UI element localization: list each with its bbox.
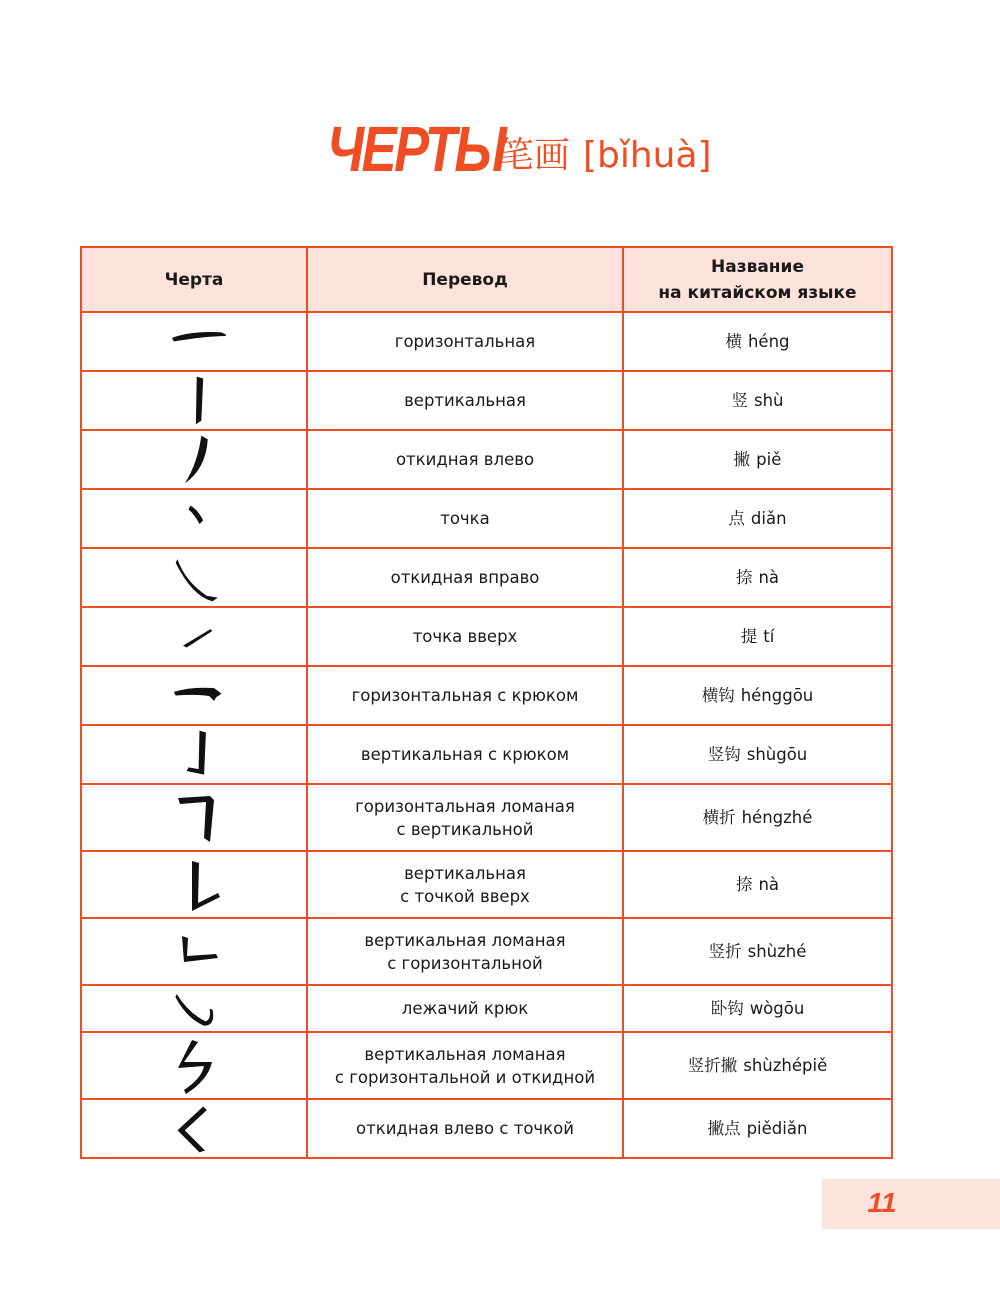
pinyin: diǎn bbox=[750, 509, 787, 528]
chinese-name-cell bbox=[623, 607, 892, 666]
stroke-shuzhe-icon bbox=[162, 922, 226, 982]
chinese-name-cell bbox=[623, 784, 892, 851]
page-number: 11 bbox=[867, 1187, 897, 1218]
stroke-dian-icon bbox=[162, 491, 226, 546]
translation-cell bbox=[307, 666, 623, 725]
translation-line1: вертикальная bbox=[404, 391, 526, 410]
stroke-glyph-heng bbox=[81, 312, 307, 371]
stroke-glyph-ti bbox=[81, 607, 307, 666]
stroke-shuti-icon bbox=[162, 855, 226, 915]
stroke-hengzhe-icon bbox=[162, 788, 226, 848]
pinyin: héngzhé bbox=[741, 808, 813, 827]
chinese-characters: 竖钩 bbox=[707, 745, 741, 764]
header-name-line2: на китайском языке bbox=[658, 282, 857, 303]
table-row bbox=[81, 430, 892, 489]
translation-line1: лежачий крюк bbox=[401, 999, 529, 1018]
table-row bbox=[81, 851, 892, 918]
translation-line1: вертикальная bbox=[404, 863, 526, 883]
stroke-na-icon bbox=[162, 550, 226, 605]
chinese-name-cell bbox=[623, 312, 892, 371]
chinese-name-cell bbox=[623, 725, 892, 784]
chinese-characters: 撇点 bbox=[707, 1119, 741, 1138]
translation-cell bbox=[307, 430, 623, 489]
chinese-characters: 横 bbox=[725, 332, 742, 351]
translation-line1: горизонтальная ломаная bbox=[355, 796, 575, 816]
translation-cell bbox=[307, 1099, 623, 1158]
table-row bbox=[81, 1032, 892, 1099]
pinyin: shùzhé bbox=[747, 942, 807, 961]
pinyin: shù bbox=[753, 391, 784, 410]
translation-line1: откидная влево bbox=[395, 450, 535, 469]
chinese-characters: 横折 bbox=[702, 808, 736, 827]
stroke-pie-icon bbox=[162, 432, 226, 487]
pinyin: tí bbox=[763, 627, 775, 646]
table-row bbox=[81, 489, 892, 548]
chinese-characters: 竖折撇 bbox=[687, 1056, 738, 1075]
table-row bbox=[81, 918, 892, 985]
translation-cell bbox=[307, 371, 623, 430]
header-stroke: Черта bbox=[81, 247, 307, 312]
chinese-characters: 捺 bbox=[735, 568, 753, 587]
translation-cell bbox=[307, 548, 623, 607]
translation-cell bbox=[307, 784, 623, 851]
header-name-line1: Название bbox=[711, 256, 804, 277]
stroke-henggou-icon bbox=[162, 668, 226, 723]
chinese-name-cell bbox=[623, 666, 892, 725]
stroke-glyph-pie bbox=[81, 430, 307, 489]
chinese-name-cell bbox=[623, 371, 892, 430]
stroke-glyph-henggou bbox=[81, 666, 307, 725]
header-translation: Перевод bbox=[307, 247, 623, 312]
translation-cell bbox=[307, 312, 623, 371]
pinyin: piě bbox=[756, 450, 782, 469]
chinese-name-cell bbox=[623, 430, 892, 489]
pinyin: wògōu bbox=[749, 999, 805, 1018]
translation-line1: горизонтальная bbox=[394, 332, 536, 351]
chinese-name-cell bbox=[623, 548, 892, 607]
stroke-shu-icon bbox=[162, 373, 226, 428]
chinese-characters: 点 bbox=[728, 509, 745, 528]
title-chinese: 笔画 bbox=[497, 135, 570, 176]
stroke-glyph-hengzhe bbox=[81, 784, 307, 851]
pinyin: shùgōu bbox=[746, 745, 808, 764]
chinese-name-cell bbox=[623, 489, 892, 548]
translation-cell bbox=[307, 1032, 623, 1099]
table-body bbox=[81, 312, 892, 1158]
table-row bbox=[81, 666, 892, 725]
header-chinese-name bbox=[623, 247, 892, 312]
translation-line1: откидная вправо bbox=[390, 568, 540, 587]
stroke-glyph-piedian bbox=[81, 1099, 307, 1158]
chinese-name-cell bbox=[623, 918, 892, 985]
translation-line1: вертикальная с крюком bbox=[360, 745, 570, 764]
chinese-characters: 卧钩 bbox=[710, 999, 744, 1018]
chinese-characters: 竖折 bbox=[708, 942, 742, 961]
stroke-piedian-icon bbox=[162, 1101, 226, 1156]
translation-line2: с вертикальной bbox=[396, 819, 534, 839]
stroke-glyph-shugou bbox=[81, 725, 307, 784]
translation-line1: откидная влево с точкой bbox=[356, 1119, 574, 1138]
stroke-ti-icon bbox=[162, 609, 226, 664]
page-number-tab bbox=[822, 1179, 1000, 1229]
pinyin: hénggōu bbox=[740, 686, 814, 705]
table-row bbox=[81, 985, 892, 1032]
chinese-characters: 横钩 bbox=[701, 686, 735, 705]
translation-line1: точка bbox=[440, 509, 490, 528]
chinese-name-cell bbox=[623, 1099, 892, 1158]
chinese-name-cell bbox=[623, 1032, 892, 1099]
title-pinyin: [bǐhuà] bbox=[582, 135, 712, 176]
chinese-characters: 提 bbox=[740, 627, 758, 646]
translation-line2: с точкой вверх bbox=[400, 886, 530, 906]
pinyin: nà bbox=[758, 875, 780, 894]
stroke-glyph-shuzhe bbox=[81, 918, 307, 985]
stroke-wogou-icon bbox=[162, 987, 226, 1030]
stroke-glyph-shu bbox=[81, 371, 307, 430]
translation-cell bbox=[307, 489, 623, 548]
table-header-row bbox=[81, 247, 892, 312]
pinyin: nà bbox=[758, 568, 780, 587]
translation-cell bbox=[307, 985, 623, 1032]
translation-line1: вертикальная ломаная bbox=[364, 1044, 566, 1064]
stroke-glyph-shuzhepie bbox=[81, 1032, 307, 1099]
table-row bbox=[81, 371, 892, 430]
table-row bbox=[81, 548, 892, 607]
chinese-characters: 撇 bbox=[733, 450, 751, 469]
pinyin: piědiǎn bbox=[746, 1119, 808, 1138]
translation-cell bbox=[307, 918, 623, 985]
stroke-glyph-shuti bbox=[81, 851, 307, 918]
table-row bbox=[81, 725, 892, 784]
table-row bbox=[81, 784, 892, 851]
stroke-glyph-wogou bbox=[81, 985, 307, 1032]
stroke-glyph-dian bbox=[81, 489, 307, 548]
page-title bbox=[0, 112, 1000, 186]
table-row bbox=[81, 1099, 892, 1158]
translation-cell bbox=[307, 725, 623, 784]
stroke-glyph-na bbox=[81, 548, 307, 607]
pinyin: héng bbox=[747, 332, 790, 351]
chinese-name-cell bbox=[623, 985, 892, 1032]
chinese-characters: 捺 bbox=[735, 875, 753, 894]
translation-line2: с горизонтальной и откидной bbox=[334, 1067, 596, 1087]
stroke-shugou-icon bbox=[162, 727, 226, 782]
translation-line1: вертикальная ломаная bbox=[364, 930, 566, 950]
translation-line1: точка вверх bbox=[412, 627, 518, 646]
translation-line1: горизонтальная с крюком bbox=[351, 686, 579, 705]
translation-cell bbox=[307, 851, 623, 918]
table-row bbox=[81, 312, 892, 371]
chinese-characters: 竖 bbox=[731, 391, 748, 410]
table-row bbox=[81, 607, 892, 666]
title-russian: ЧЕРТЫ bbox=[327, 113, 505, 185]
stroke-shuzhepie-icon bbox=[162, 1036, 226, 1096]
translation-line2: с горизонтальной bbox=[387, 953, 543, 973]
strokes-table bbox=[80, 246, 893, 1159]
pinyin: shùzhépiě bbox=[743, 1056, 828, 1075]
translation-cell bbox=[307, 607, 623, 666]
stroke-heng-icon bbox=[162, 314, 226, 369]
chinese-name-cell bbox=[623, 851, 892, 918]
